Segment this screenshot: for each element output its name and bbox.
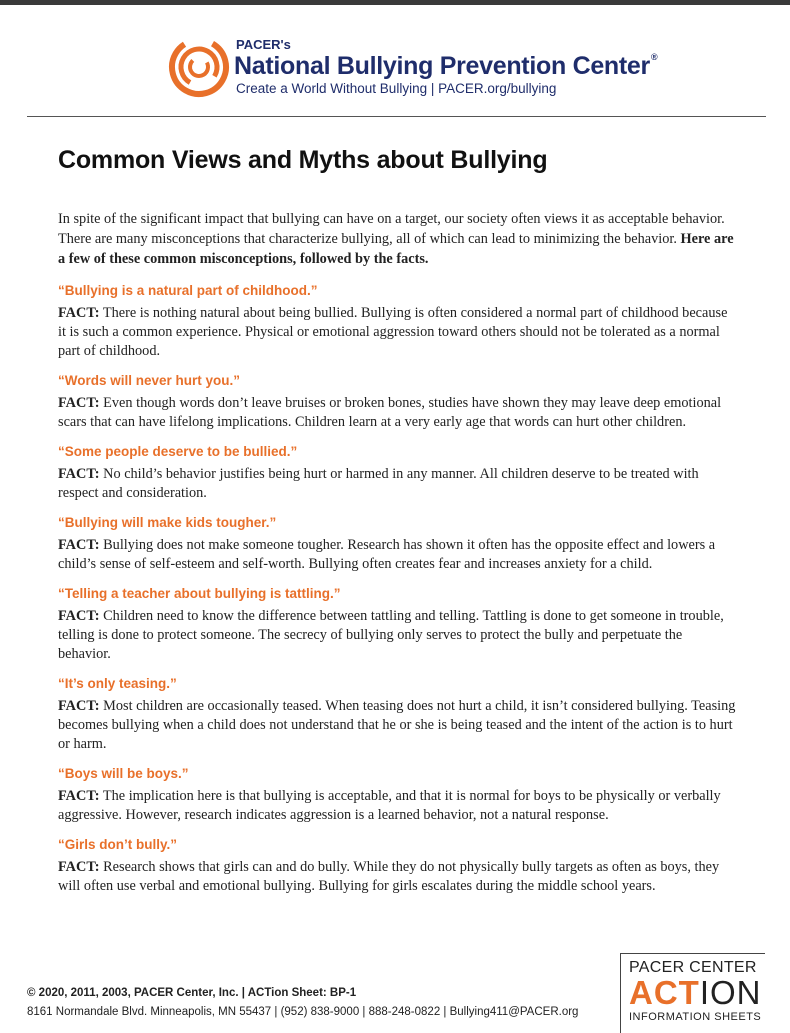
fact-label: FACT: (58, 466, 100, 482)
myth-item (58, 675, 738, 754)
registered-mark: ® (650, 52, 658, 62)
myth-heading: “It’s only teasing.” (58, 676, 177, 691)
fact-text: FACT: Most children are occasionally teased. When teasing does not hurt a child, it isn’t considered bullying. Teasing becomes bullying when a child does not understand that he or she is being teased and the intent of the action is to hurt or harm. (58, 698, 736, 752)
footer-contact: 8161 Normandale Blvd. Minneapolis, MN 55437 | (952) 838-9000 | 888-248-0822 | Bullying411@PACER.org (27, 1006, 579, 1018)
header-divider (27, 116, 766, 117)
fact-text: FACT: Children need to know the difference between tattling and telling. Tattling is done to get someone in trouble, telling is done to protect someone. The secrecy of bullying only serves to protect the bully and perpetuate the behavior. (58, 608, 724, 662)
action-sheet-badge (620, 953, 765, 1033)
badge-subtitle: INFORMATION SHEETS (629, 1011, 762, 1023)
myth-item (58, 443, 738, 503)
fact-label: FACT: (58, 608, 100, 624)
fact-text: FACT: Research shows that girls can and do bully. While they do not physically bully targets as often as boys, they will often use verbal and emotional bullying. Bullying for girls escalates during the middle school years. (58, 859, 720, 894)
myth-item (58, 836, 738, 896)
badge-action-word: ACTION (629, 974, 762, 1011)
fact-label: FACT: (58, 859, 100, 875)
myth-item (58, 765, 738, 825)
fact-text: FACT: No child’s behavior justifies being hurt or harmed in any manner. All children deserve to be treated with respect and consideration. (58, 466, 699, 501)
myth-item (58, 372, 738, 432)
footer-copyright: © 2020, 2011, 2003, PACER Center, Inc. | ACTion Sheet: BP-1 (27, 987, 357, 999)
myth-heading: “Bullying is a natural part of childhood.” (58, 283, 318, 298)
fact-text: FACT: The implication here is that bullying is acceptable, and that it is normal for boys to be physically or verbally aggressive. However, research indicates aggression is a learned behavior, not a natural response. (58, 788, 721, 823)
myth-item (58, 585, 738, 664)
pacer-swirl-logo-icon (168, 36, 230, 98)
fact-label: FACT: (58, 305, 100, 321)
intro-paragraph: In spite of the significant impact that bullying can have on a target, our society often views it as acceptable behavior. There are many misconceptions that characterize bullying, all of which can lead to minimizing the behavior. Here are a few of these common misconceptions, followed by the facts. (58, 211, 734, 267)
org-tagline: Create a World Without Bullying | PACER.org/bullying (236, 81, 557, 96)
intro-bold: Here are a few of these common misconceptions, followed by the facts. (58, 231, 734, 267)
myth-heading: “Some people deserve to be bullied.” (58, 444, 298, 459)
fact-text: FACT: There is nothing natural about being bullied. Bullying is often considered a normal part of childhood because it is such a common experience. Physical or emotional aggression toward others should not be tolerated as a normal part of childhood. (58, 305, 728, 359)
fact-label: FACT: (58, 788, 100, 804)
page-title: Common Views and Myths about Bullying (58, 146, 548, 174)
myth-item (58, 514, 738, 574)
myth-heading: “Bullying will make kids tougher.” (58, 515, 277, 530)
fact-label: FACT: (58, 537, 100, 553)
myth-heading: “Words will never hurt you.” (58, 373, 241, 388)
org-name: National Bullying Prevention Center® (234, 52, 658, 80)
myth-item (58, 282, 738, 361)
fact-text: FACT: Bullying does not make someone tougher. Research has shown it often has the opposite effect and lowers a child’s sense of self-esteem and self-worth. Bullying often creates fear and increases anxiety for a child. (58, 537, 716, 572)
top-bar (0, 0, 790, 5)
main-content (58, 209, 738, 907)
myth-heading: “Telling a teacher about bullying is tattling.” (58, 586, 341, 601)
fact-label: FACT: (58, 698, 100, 714)
org-small-label: PACER's (236, 37, 291, 52)
myth-heading: “Girls don’t bully.” (58, 837, 178, 852)
fact-text: FACT: Even though words don’t leave bruises or broken bones, studies have shown they may leave deep emotional scars that can have lifelong implications. Children learn at a very early age that words can hurt other children. (58, 395, 722, 430)
fact-label: FACT: (58, 395, 100, 411)
badge-title: PACER CENTER (629, 959, 757, 976)
myth-heading: “Boys will be boys.” (58, 766, 189, 781)
